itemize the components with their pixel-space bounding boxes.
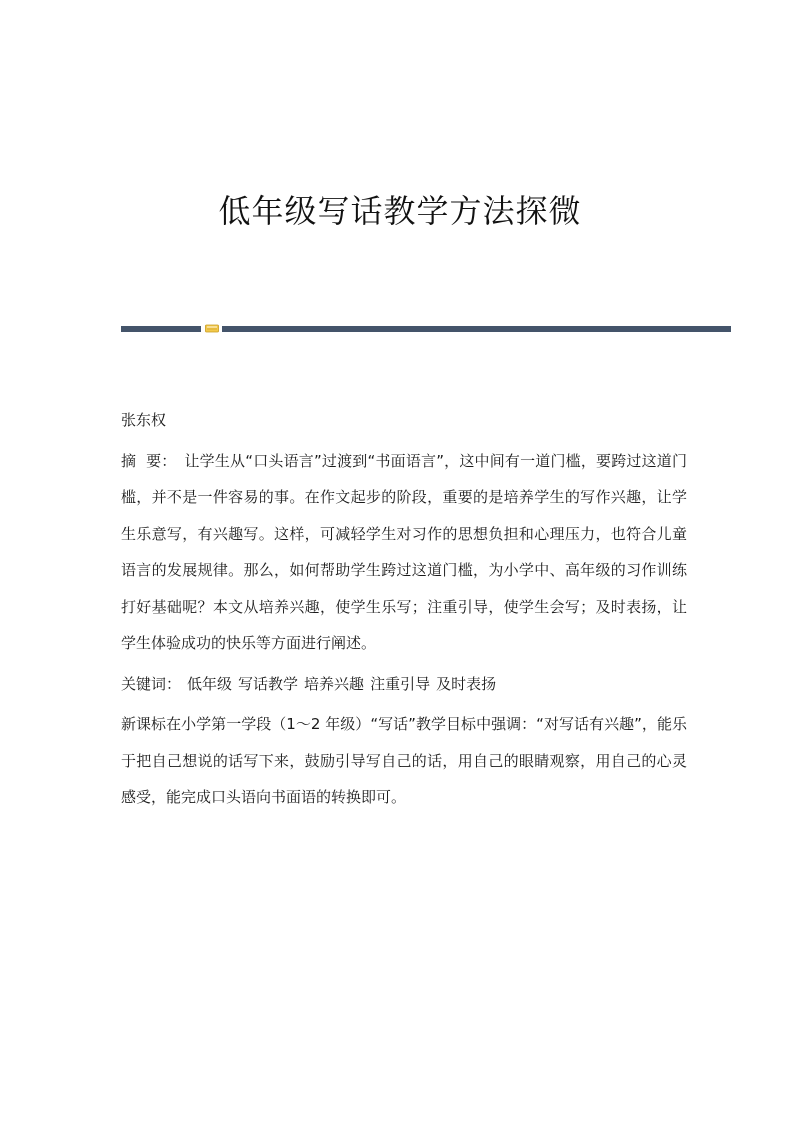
keyword-item: 注重引导 <box>370 674 431 693</box>
title-divider <box>121 325 731 333</box>
author-name: 张东权 <box>121 411 167 429</box>
keywords-line <box>121 666 687 703</box>
pencil-icon <box>205 324 219 333</box>
abstract-text: 让学生从“口头语言”过渡到“书面语言”，这中间有一道门槛，要跨过这道门槛，并不是一件容易的事。在作文起步的阶段，重要的是培养学生的写作兴趣，让学生乐意写，有兴趣写。这样，可减轻学生对习作的思想负担和心理压力，也符合儿童语言的发展规律。那么，如何帮助学生跨过这道门槛，为小学中、高年级的习作训练打好基础呢？本文从培养兴趣，使学生乐写；注重引导，使学生会写；及时表扬，让学生体验成功的快乐等方面进行阐述。 <box>121 451 687 652</box>
keyword-item: 及时表扬 <box>436 674 497 693</box>
divider-bar-right <box>222 326 731 332</box>
body-paragraph: 新课标在小学第一学段（1～2 年级）“写话”教学目标中强调：“对写话有兴趣”，能乐于把自己想说的话写下来，鼓励引导写自己的话，用自己的眼睛观察，用自己的心灵感受，能完成口头语向书面语的转换即可。 <box>121 715 687 806</box>
keyword-item: 写话教学 <box>238 674 299 693</box>
abstract-paragraph <box>121 443 687 662</box>
document-body <box>121 402 687 816</box>
document-title: 低年级写话教学方法探微 <box>218 192 582 230</box>
keyword-item: 低年级 <box>187 674 233 693</box>
divider-bar-left <box>121 326 201 332</box>
keyword-item: 培养兴趣 <box>304 674 365 693</box>
abstract-label: 摘 要： <box>121 451 177 470</box>
keywords-label: 关键词： <box>121 674 182 693</box>
